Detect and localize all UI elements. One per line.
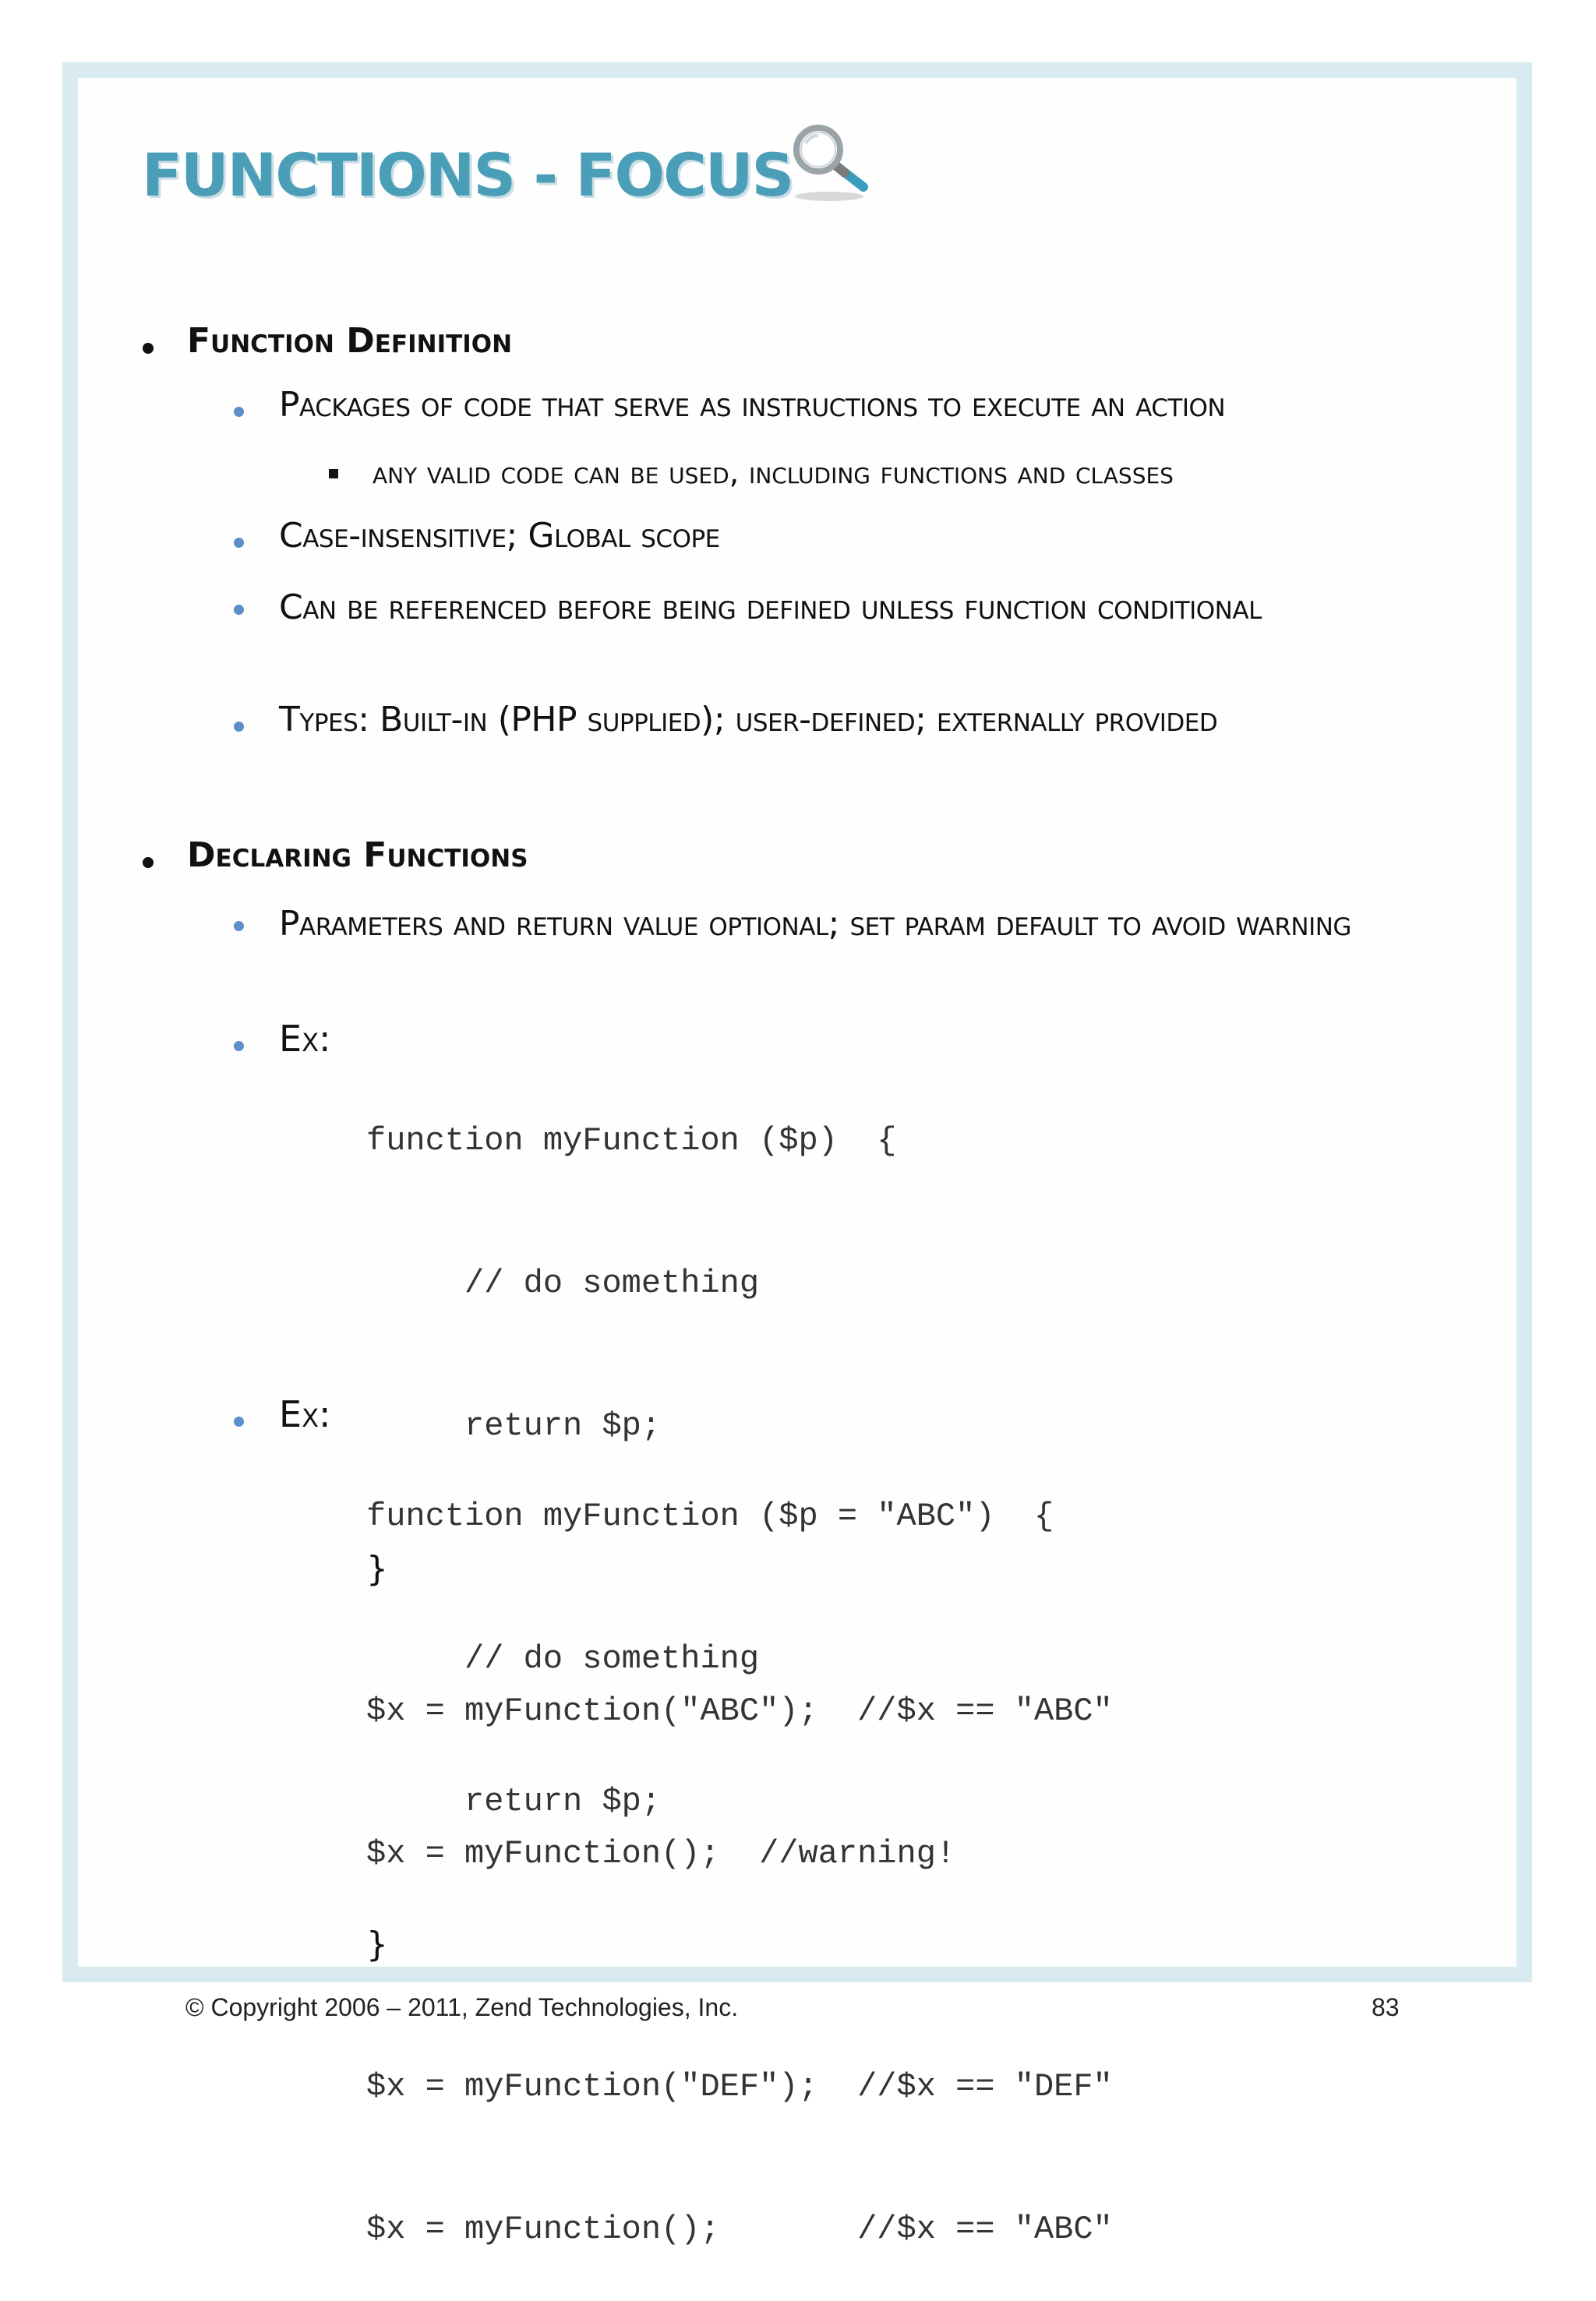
code-line: // do something [366,1640,760,1678]
bullet [234,722,244,732]
magnifier-icon [787,125,874,203]
code-line: $x = myFunction("ABC"); //$x == "ABC" [366,1692,1113,1730]
code-line: $x = myFunction(); //$x == "ABC" [366,2211,1113,2248]
example-label: Ex: [279,1018,331,1060]
code-line: $x = myFunction("DEF"); //$x == "DEF" [366,2068,1113,2105]
bullet [234,1041,244,1051]
code-line: } [366,1549,388,1589]
code-line: $x = myFunction(); //warning! [366,1835,956,1872]
bullet [329,469,338,478]
list-item: Case-insensitive; Global scope [279,516,720,556]
bullet [143,857,154,868]
example-label: Ex: [279,1393,331,1435]
list-item: Parameters and return value optional; set param default to avoid warning [279,904,1351,944]
code-line: return $p; [366,1783,662,1820]
code-line: // do something [366,1265,760,1302]
page-number: 83 [1372,1993,1400,2021]
code-line: return $p; [366,1407,662,1445]
bullet [234,1417,244,1427]
bullet [234,921,244,931]
bullet [143,343,154,354]
list-subitem: any valid code can be used, including functions and classes [373,455,1174,491]
code-line: } [366,1925,388,1964]
bullet [234,538,244,548]
bullet [234,605,244,615]
code-line: function myFunction ($p) { [366,1122,897,1159]
code-block [366,1398,1113,2301]
bullet [234,407,244,417]
code-line: function myFunction ($p = "ABC") { [366,1498,1054,1535]
list-item: Can be referenced before being defined unless function conditional [279,588,1262,627]
list-item: Types: Built-in (PHP supplied); user-defined; externally provided [279,700,1218,739]
page-title: FUNCTIONS - FOCUS [142,140,793,210]
list-item: Packages of code that serve as instructions to execute an action [279,385,1226,425]
section-heading-function-definition: Function Definition [187,321,513,361]
footer-copyright: © Copyright 2006 – 2011, Zend Technologies, Inc. [185,1993,739,2021]
section-heading-declaring-functions: Declaring Functions [187,835,528,875]
